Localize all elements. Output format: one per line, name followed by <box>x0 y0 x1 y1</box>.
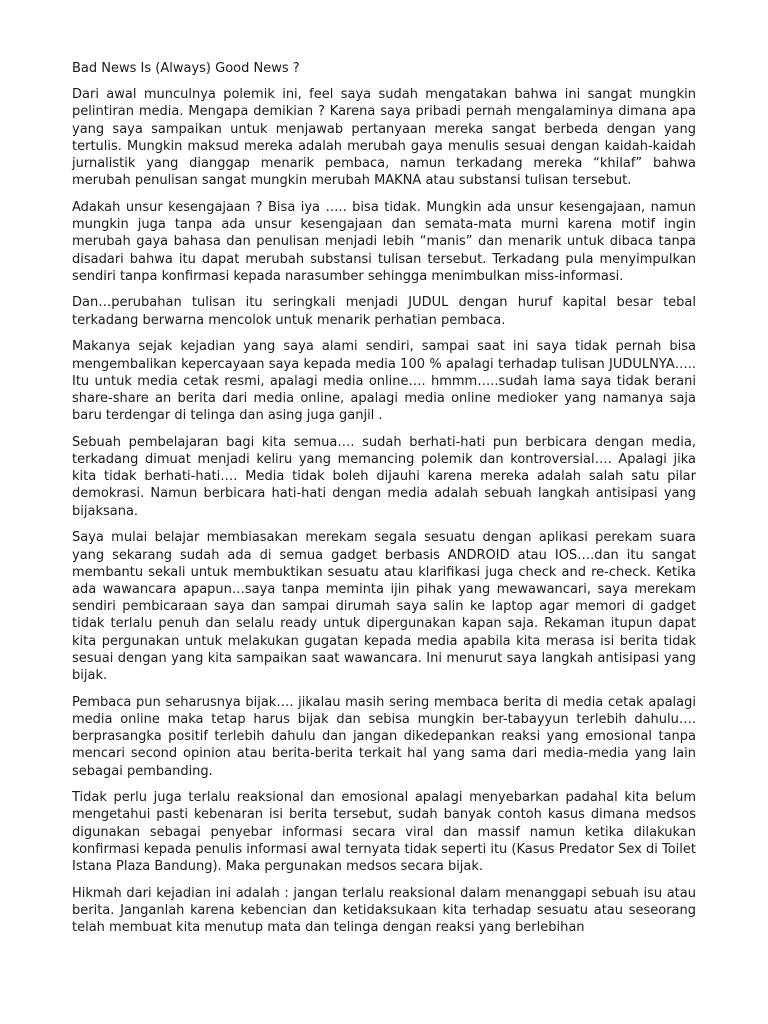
paragraph-9: Hikmah dari kejadian ini adalah : jangan terlalu reaksional dalam menanggapi sebuah isu atau berita. Janganlah karena kebencian dan ketidaksukaan kita terhadap sesuatu atau seseorang telah membuat kita menutup mata dan telinga dengan reaksi yang berlebihan <box>72 885 696 936</box>
paragraph-3: Dan…perubahan tulisan itu seringkali menjadi JUDUL dengan huruf kapital besar tebal terkadang berwarna mencolok untuk menarik perhatian pembaca. <box>72 295 696 328</box>
document-title: Bad News Is (Always) Good News ? <box>72 61 300 76</box>
paragraph-7: Pembaca pun seharusnya bijak…. jikalau masih sering membaca berita di media cetak apalagi media online maka tetap harus bijak dan sebisa mungkin ber-tabayyun terlebih dahulu…. berprasangka positif terlebih dahulu dan jangan dikedepankan reaksi yang emosional tanpa mencari second opinion atau berita-berita terkait hal yang sama dari media-media yang lain sebagai pembanding. <box>72 694 696 779</box>
document-page <box>72 60 696 946</box>
paragraph-2: Adakah unsur kesengajaan ? Bisa iya ….. bisa tidak. Mungkin ada unsur kesengajaan, namun mungkin juga tanpa ada unsur kesengajaan dan semata-mata murni karena motif ingin merubah gaya bahasa dan penulisan menjadi lebih “manis” dan menarik untuk dibaca tanpa disadari bahwa itu dapat merubah substansi tulisan tersebut. Terkadang pula menyimpulkan sendiri tanpa konfirmasi kepada narasumber sehingga menimbulkan miss-informasi. <box>72 199 696 284</box>
paragraph-4: Makanya sejak kejadian yang saya alami sendiri, sampai saat ini saya tidak pernah bisa mengembalikan kepercayaan saya kepada media 100 % apalagi terhadap tulisan JUDULNYA….. Itu untuk media cetak resmi, apalagi media online…. hmmm…..sudah lama saya tidak berani share-share an berita dari media online, apalagi media online medioker yang namanya saja baru terdengar di telinga dan asing juga ganjil . <box>72 339 696 424</box>
paragraph-8: Tidak perlu juga terlalu reaksional dan emosional apalagi menyebarkan padahal kita belum mengetahui pasti kebenaran isi berita tersebut, sudah banyak contoh kasus dimana medsos digunakan sebagai penyebar informasi secara viral dan massif namun ketika dilakukan konfirmasi kepada penulis informasi awal ternyata tidak seperti itu (Kasus Predator Sex di Toilet Istana Plaza Bandung). Maka pergunakan medsos secara bijak. <box>72 790 696 875</box>
paragraph-1: Dari awal munculnya polemik ini, feel saya sudah mengatakan bahwa ini sangat mungkin pelintiran media. Mengapa demikian ? Karena saya pribadi pernah mengalaminya dimana apa yang saya sampaikan untuk menjawab pertanyaan mereka sangat berbeda dengan yang tertulis. Mungkin maksud mereka adalah merubah gaya menulis sesuai dengan kaidah-kaidah jurnalistik yang dianggap menarik pembaca, namun terkadang mereka “khilaf” bahwa merubah penulisan sangat mungkin merubah MAKNA atau substansi tulisan tersebut. <box>72 87 696 189</box>
paragraph-6: Saya mulai belajar membiasakan merekam segala sesuatu dengan aplikasi perekam suara yang sekarang sudah ada di semua gadget berbasis ANDROID atau IOS….dan itu sangat membantu sekali untuk membuktikan sesuatu atau klarifikasi juga check and re-check. Ketika ada wawancara apapun…saya tanpa meminta ijin pihak yang mewawancari, saya merekam sendiri pembicaraan saya dan sampai dirumah saya salin ke laptop agar memori di gadget tidak terlalu penuh dan selalu ready untuk dipergunakan kapan saja. Rekaman itupun dapat kita pergunakan untuk melakukan gugatan kepada media apabila kita merasa isi berita tidak sesuai dengan yang kita sampaikan saat wawancara. Ini menurut saya langkah antisipasi yang bijak. <box>72 530 696 683</box>
paragraph-5: Sebuah pembelajaran bagi kita semua…. sudah berhati-hati pun berbicara dengan media, terkadang dimuat menjadi keliru yang memancing polemik dan kontroversial…. Apalagi jika kita tidak berhati-hati…. Media tidak boleh dijauhi karena mereka adalah salah satu pilar demokrasi. Namun berbicara hati-hati dengan media adalah sebuah langkah antisipasi yang bijaksana. <box>72 434 696 519</box>
